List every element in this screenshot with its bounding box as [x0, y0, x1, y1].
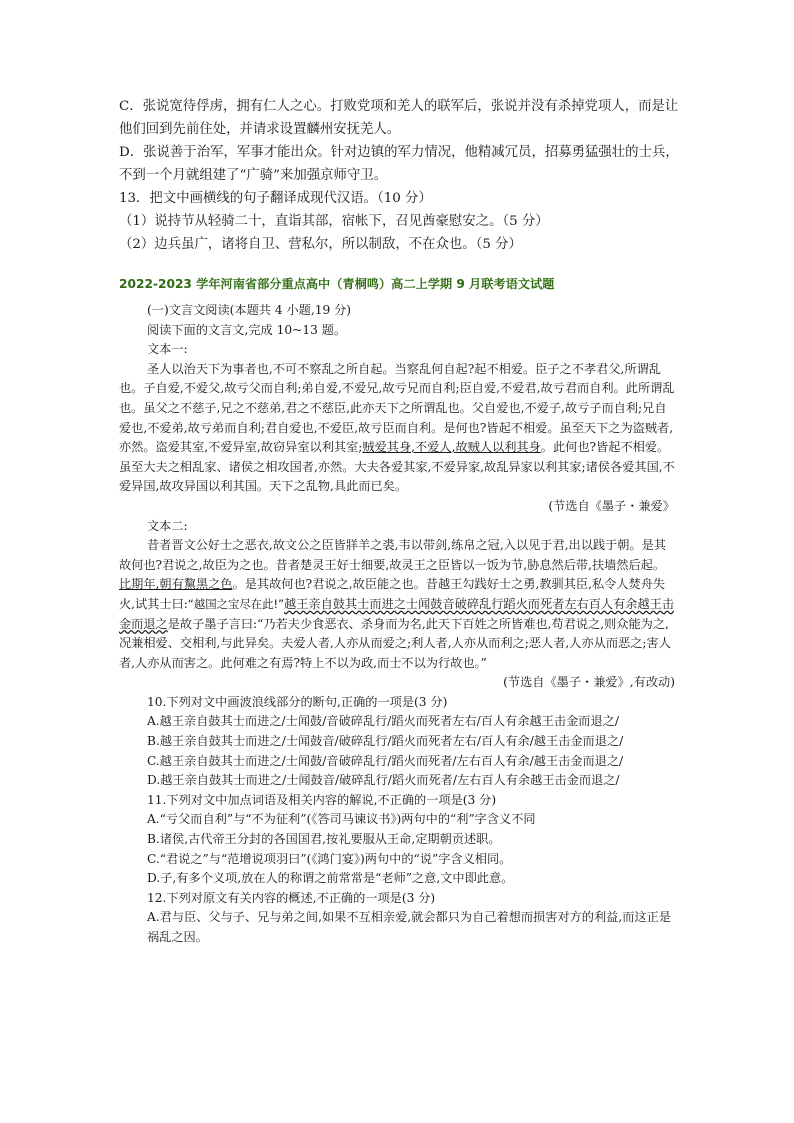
- question-11-stem: 11.下列对文中加点词语及相关内容的解说,不正确的一项是(3 分): [147, 792, 497, 807]
- text1-part-b: 。此何也?皆起不相爱。虽至大夫之相乱家、诸侯之相攻国者,亦然。大夫各爱其家,不爱异家,故乱异家以利其家;诸侯各爱其国,不爱异国,故攻异国以利其国。天下之乱物,具此而已矣。: [119, 440, 675, 494]
- text2-part-b: 。是其故何也?君说之,故臣能之也。昔越王勾践好士之勇,教驯其臣,私令人焚舟失火,试其士曰:: [119, 577, 666, 611]
- text1-source: (节选自《墨子・兼爱》: [548, 498, 675, 513]
- question-10-option-a: A.越王亲自鼓其士而进之/士闻鼓/音破碎乱行/蹈火而死者左右/百人有余越王击金而退之/: [147, 714, 619, 729]
- question-12-option-a: A.君与臣、父与子、兄与弟之间,如果不互相亲爱,就会都只为自己着想而损害对方的利益,而这正是祸乱之因。: [147, 910, 671, 944]
- text2-label: 文本二:: [147, 518, 188, 533]
- text1-label: 文本一:: [147, 342, 188, 357]
- section-instruction: 阅读下面的文言文,完成 10~13 题。: [147, 322, 347, 337]
- question-13: 13．把文中画横线的句子翻译成现代汉语。（10 分）: [119, 191, 432, 206]
- question-10-option-c: C.越王亲自鼓其士而进之/士闻鼓/音破碎乱行/蹈火而死者/左右百人有余/越王击金而退之/: [147, 753, 624, 768]
- text1-part-a: 圣人以治天下为事者也,不可不察乱之所自起。当察乱何自起?起不相爱。臣子之不孝君父,所谓乱也。子自爱,不爱父,故亏父而自利;弟自爱,不爱兄,故亏兄而自利;臣自爱,不爱君,故亏君而自利。此所谓乱也。虽父之不慈子,兄之不慈弟,君之不慈臣,此亦天下之所谓乱也。父自爱也,不爱子,故亏子而自利;兄自爱也,不爱弟,故亏弟而自利;君自爱也,不爱臣,故亏臣而自利。是何也?皆起不相爱。虽至天下之为盗贼者,亦然。盗爱其室,不爱异室,故窃异室以利其室;: [119, 361, 675, 455]
- question-13-part-1: （1）说持节从轻骑二十，直诣其部，宿帐下，召见酋豪慰安之。（5 分）: [119, 214, 549, 229]
- classical-chinese-section: [119, 301, 675, 948]
- exam-title: 2022-2023 学年河南省部分重点高中（青桐鸣）高二上学期 9 月联考语文试题: [119, 277, 555, 291]
- section-heading: (一)文言文阅读(本题共 4 小题,19 分): [147, 303, 352, 317]
- option-c: C．张说宽待俘虏，拥有仁人之心。打败党项和羌人的联军后，张说并没有杀掉党项人，而是让他们回到先前住处，并请求设置麟州安抚羌人。: [119, 99, 679, 137]
- text2-wavy-underlined-passage: 越王亲自鼓其士而进之士闻鼓音破碎乱行蹈火而死者左右百人有余越王击金而退之: [119, 596, 675, 631]
- option-d: D．张说善于治军，军事才能出众。针对边镇的军力情况，他精减冗员，招募勇猛强壮的士兵，不到一个月就组建了“广骑”来加强京师守卫。: [119, 145, 679, 183]
- question-12-stem: 12.下列对原文有关内容的概述,不正确的一项是(3 分): [147, 890, 436, 905]
- question-11-option-d: D.子,有多个义项,放在人的称谓之前常常是“老师”之意,文中即此意。: [147, 871, 514, 886]
- text2-quote: “越国之宝尽在此!”: [187, 596, 285, 611]
- question-10-option-b: B.越王亲自鼓其士而进之/士闻鼓音/破碎乱行/蹈火而死者左右/百人有余/越王击金而退之/: [147, 734, 624, 749]
- text2-body: [119, 536, 675, 673]
- text2-part-c: 是故子墨子言曰:“乃若夫少食恶衣、杀身而为名,此天下百姓之所皆难也,苟君说之,则众能为之,况兼相爱、交相利,与此异矣。夫爱人者,人亦从而爱之;利人者,人亦从而利之;恶人者,人亦从而恶之;害人者,人亦从而害之。此何难之有焉?特上不以为政,而士不以为行故也。”: [119, 616, 671, 670]
- question-11-option-a: A.“亏父而自利”与“不为征利”(《答司马谏议书》)两句中的“利”字含义不同: [147, 812, 536, 827]
- question-10-option-d: D.越王亲自鼓其士而进之/士闻鼓音/破碎乱行/蹈火而死者/左右百人有余越王击金而退之/: [147, 773, 620, 788]
- previous-question-tail: [119, 95, 679, 256]
- text1-underlined-sentence: 贼爱其身,不爱人,故贼人以利其身: [362, 440, 541, 455]
- text2-source: (节选自《墨子・兼爱》,有改动): [503, 675, 675, 690]
- text2-part-a: 昔者晋文公好士之恶衣,故文公之臣皆牂羊之裘,韦以带剑,练帛之冠,入以见于君,出以践于朝。是其故何也?君说之,故臣为之也。昔者楚灵王好士细要,故灵王之臣皆以一饭为节,胁息然后带,扶墙然后起。: [119, 538, 667, 572]
- text2-underlined-sentence: 比期年,朝有黧黑之色: [119, 577, 233, 592]
- text1-body: [119, 360, 675, 497]
- question-10-stem: 10.下列对文中画波浪线部分的断句,正确的一项是(3 分): [147, 694, 448, 709]
- question-11-option-b: B.诸侯,古代帝王分封的各国国君,按礼要服从王命,定期朝贡述职。: [147, 832, 501, 847]
- question-11-option-c: C.“君说之”与“范增说项羽曰”(《鸿门宴》)两句中的“说”字含义相同。: [147, 851, 512, 866]
- question-13-part-2: （2）边兵虽广，诸将自卫、营私尔，所以制敌，不在众也。（5 分）: [119, 237, 522, 252]
